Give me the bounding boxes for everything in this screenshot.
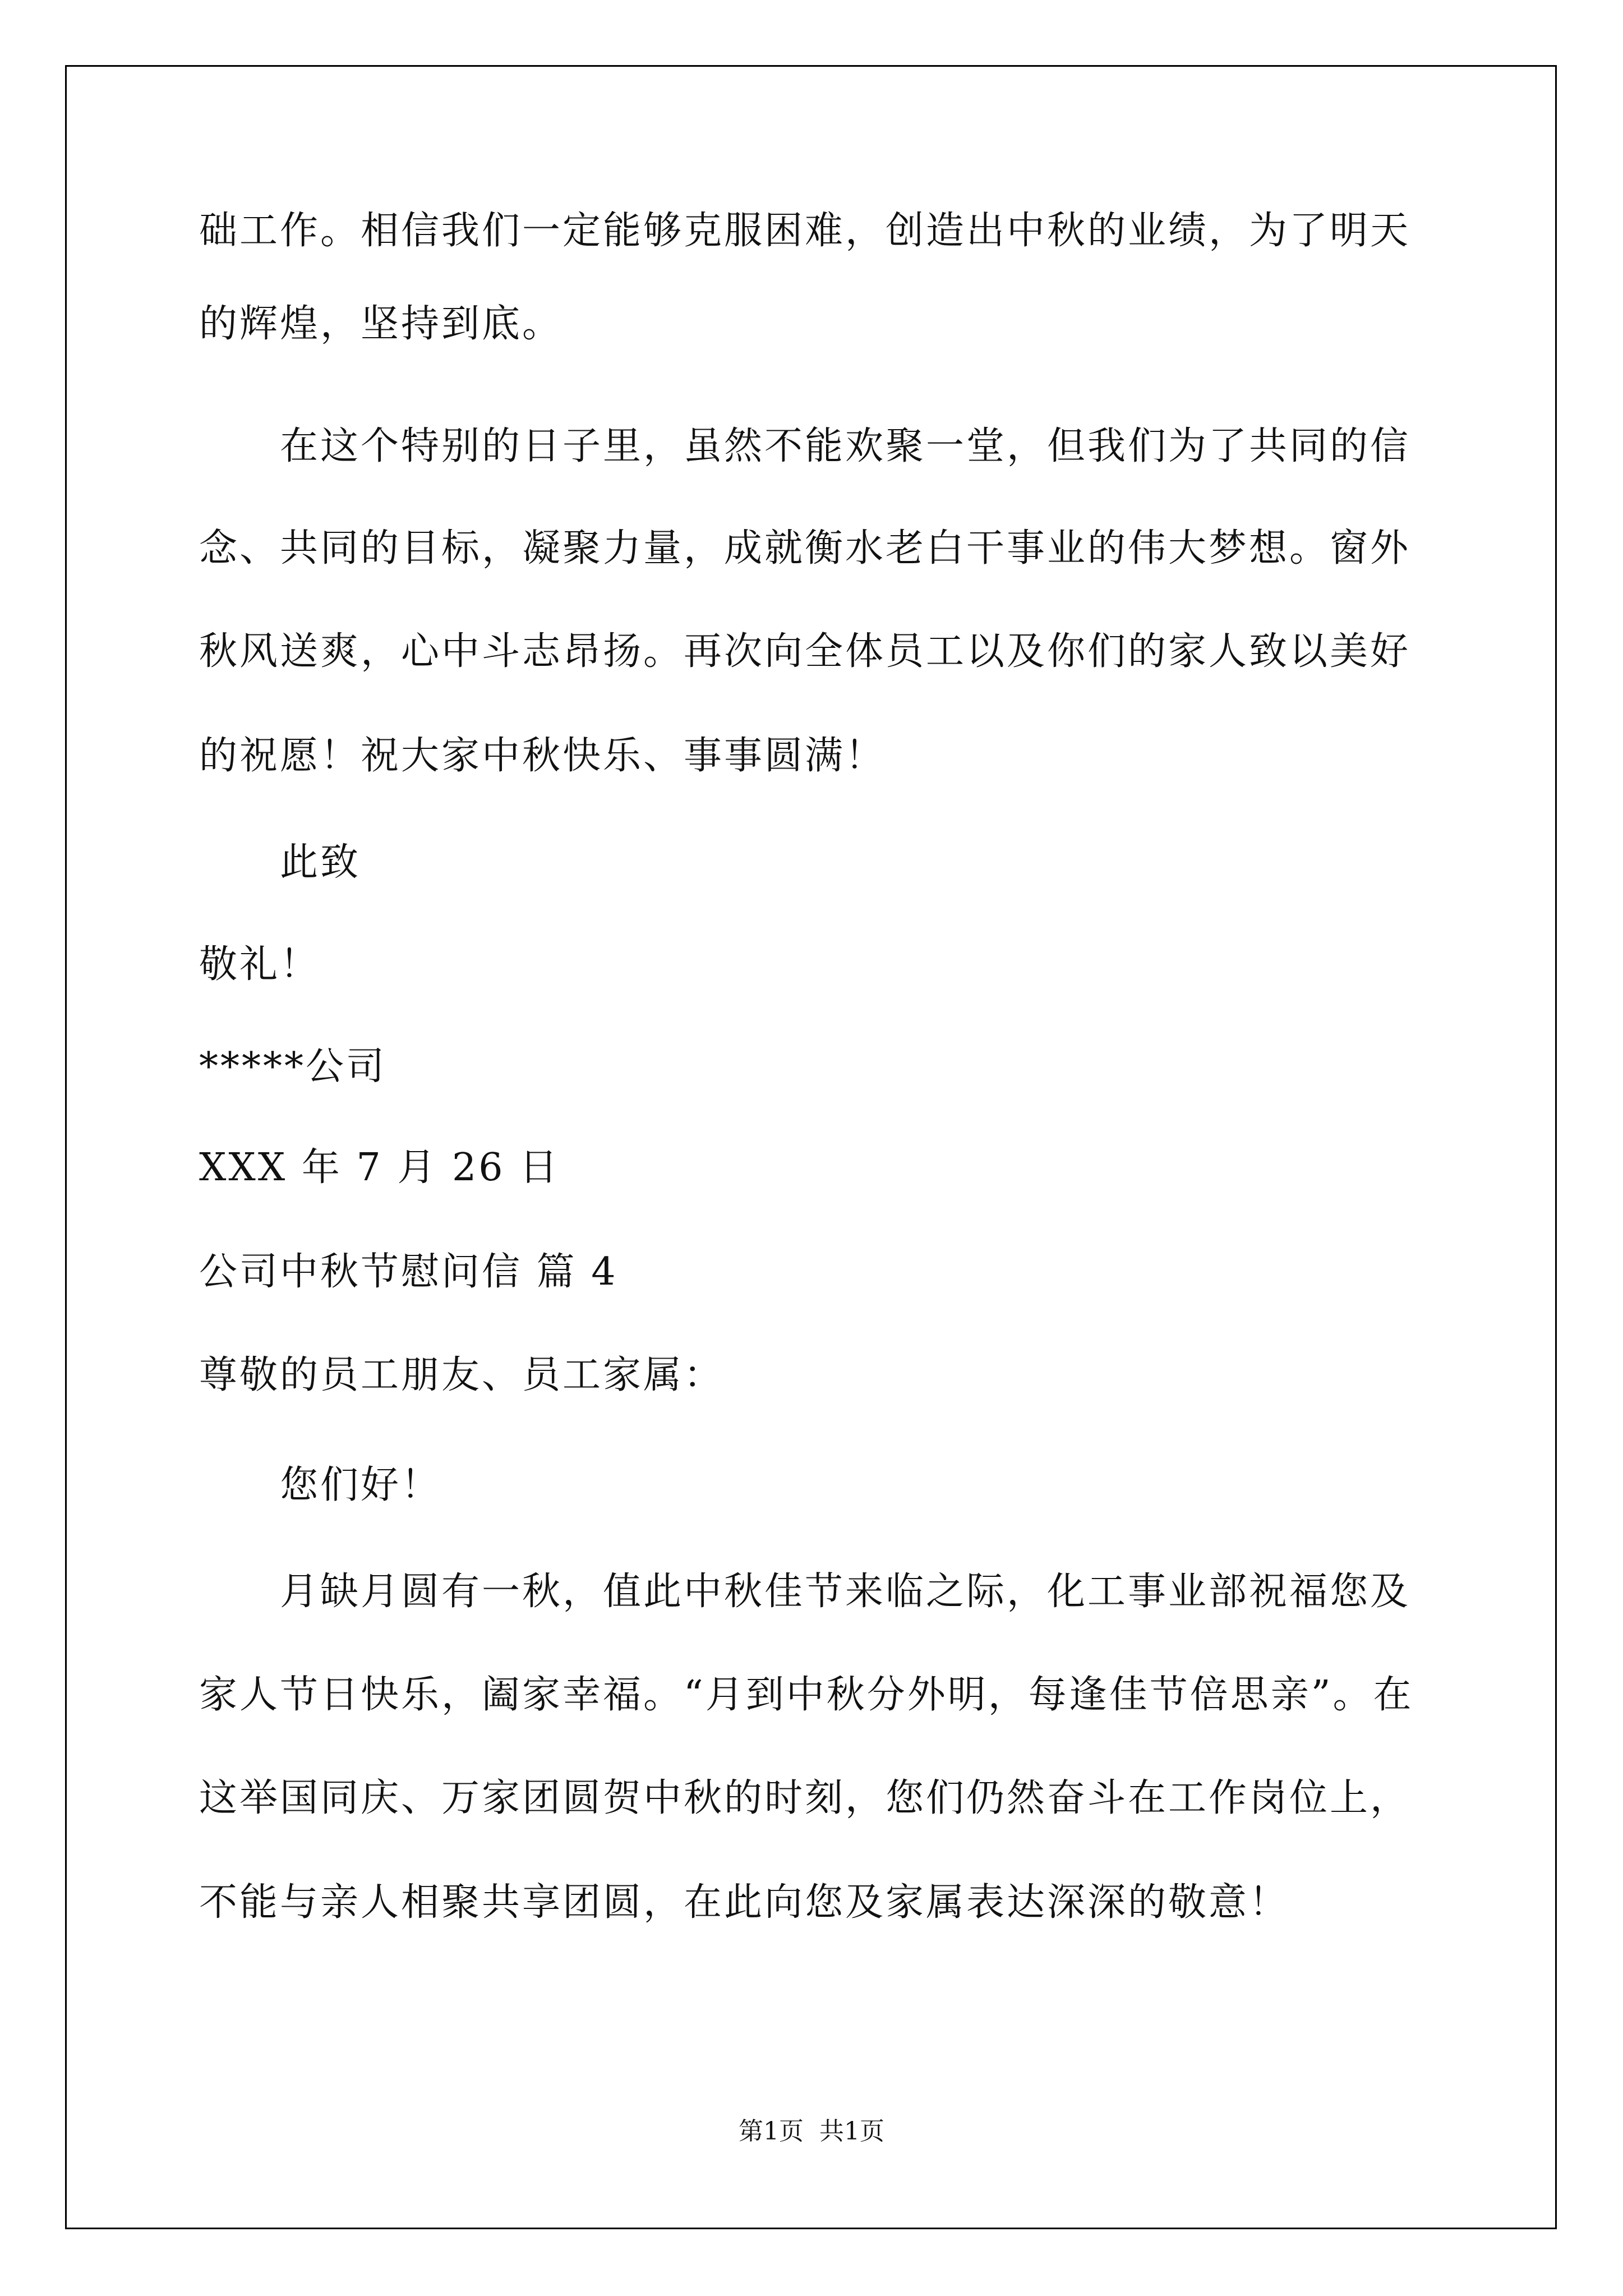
paragraph-line: 不能与亲人相聚共享团圆，在此向您及家属表达深深的敬意！ [199, 1880, 1290, 1925]
closing-regards: 敬礼！ [199, 942, 321, 987]
greeting-line: 尊敬的员工朋友、员工家属： [199, 1353, 725, 1397]
page-number-total: 共1页 [819, 2117, 884, 2146]
closing-salutation: 此致 [280, 840, 361, 885]
section-title: 公司中秋节慰问信 篇 4 [199, 1250, 618, 1294]
paragraph-line: 础工作。相信我们一定能够克服困难，创造出中秋的业绩，为了明天 [199, 209, 1411, 253]
paragraph-line: 在这个特别的日子里，虽然不能欢聚一堂，但我们为了共同的信 [280, 424, 1411, 468]
paragraph-line: 的祝愿！祝大家中秋快乐、事事圆满！ [199, 734, 886, 778]
signature-company: *****公司 [199, 1045, 387, 1089]
paragraph-line: 这举国同庆、万家团圆贺中秋的时刻，您们仍然奋斗在工作岗位上， [199, 1776, 1411, 1820]
greeting-hello: 您们好！ [280, 1463, 442, 1507]
paragraph-line: 月缺月圆有一秋，值此中秋佳节来临之际，化工事业部祝福您及 [280, 1570, 1411, 1614]
paragraph-line: 的辉煌，坚持到底。 [199, 302, 563, 346]
paragraph-line: 家人节日快乐，阖家幸福。“月到中秋分外明，每逢佳节倍思亲”。在 [199, 1673, 1414, 1717]
paragraph-line: 念、共同的目标，凝聚力量，成就衡水老白干事业的伟大梦想。窗外 [199, 526, 1411, 570]
page-number-current: 第1页 [739, 2117, 804, 2146]
signature-date: XXX 年 7 月 26 日 [199, 1145, 560, 1190]
paragraph-line: 秋风送爽，心中斗志昂扬。再次向全体员工以及你们的家人致以美好 [199, 629, 1411, 674]
page-footer [0, 2115, 1623, 2148]
